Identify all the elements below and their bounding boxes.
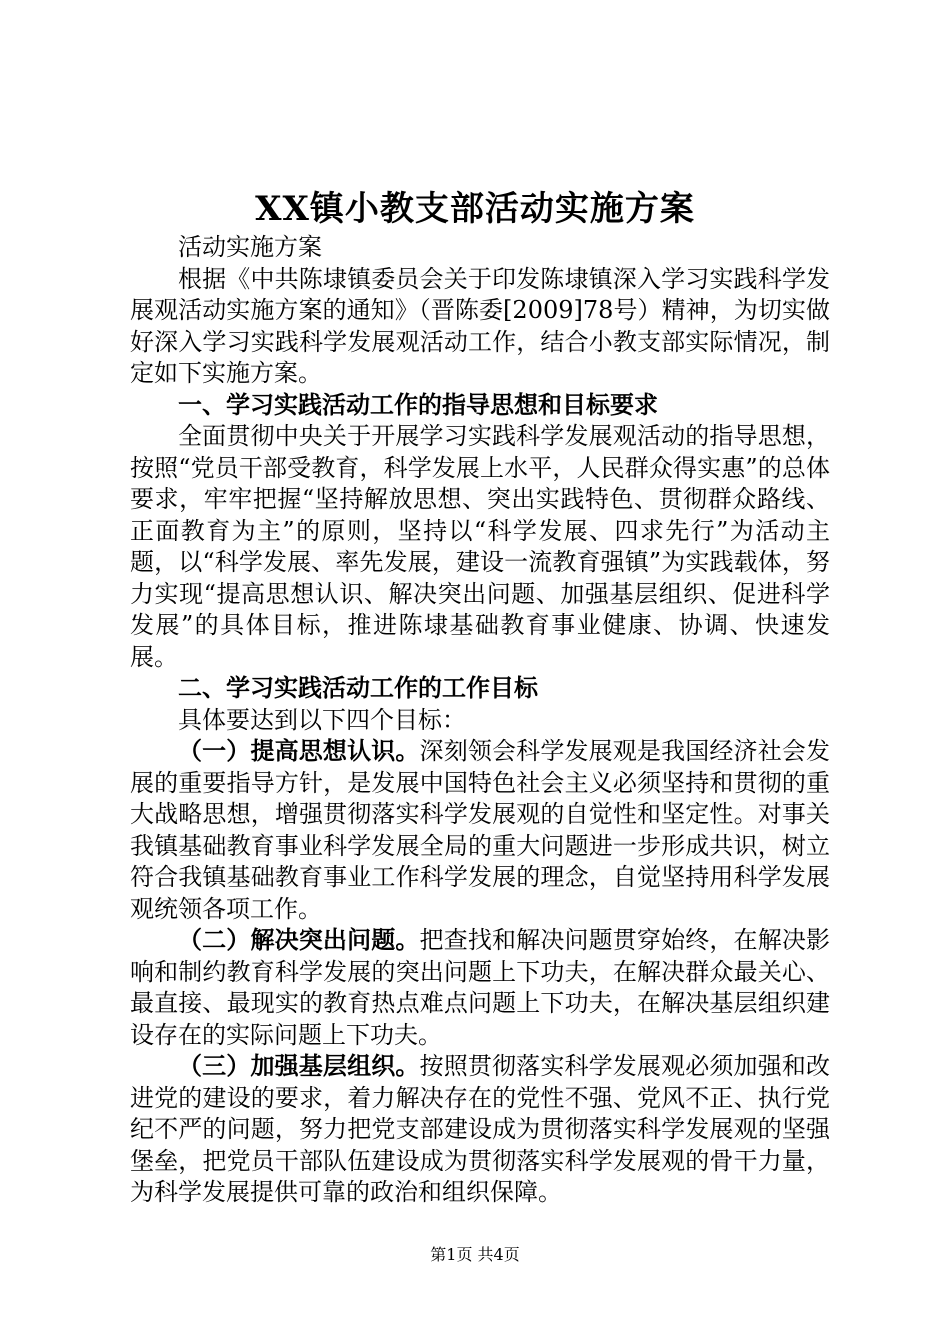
goal-3-text: 按照贯彻落实科学发展观必须加强和改进党的建设的要求，着力解决存在的党性不强、党风不正、执行党纪不严的问题，努力把党支部建设成为贯彻落实科学发展观的坚强堡垒，把党员干部队伍建设成为贯彻落实科学发展观的骨干力量，为科学发展提供可靠的政治和组织保障。 xyxy=(130,1052,831,1206)
paragraph-goal-1 xyxy=(130,736,830,925)
goal-1-text: 深刻领会科学发展观是我国经济社会发展的重要指导方针，是发展中国特色社会主义必须坚持和贯彻的重大战略思想，增强贯彻落实科学发展观的自觉性和坚定性。对事关我镇基础教育事业科学发展全局的重大问题进一步形成共识，树立符合我镇基础教育事业工作科学发展的理念，自觉坚持用科学发展观统领各项工作。 xyxy=(130,737,831,923)
paragraph-goal-3 xyxy=(130,1051,830,1209)
goal-3-lead: （三）加强基层组织。 xyxy=(178,1052,420,1080)
paragraph-subtitle: 活动实施方案 xyxy=(178,233,322,261)
paragraph-guiding-thought: 全面贯彻中央关于开展学习实践科学发展观活动的指导思想，按照“党员干部受教育，科学发展上水平，人民群众得实惠”的总体要求，牢牢把握“坚持解放思想、突出实践特色、贯彻群众路线、正面教育为主”的原则，坚持以“科学发展、四求先行”为活动主题，以“科学发展、率先发展，建设一流教育强镇”为实践载体，努力实现“提高思想认识、解决突出问题、加强基层组织、促进科学发展”的具体目标，推进陈埭基础教育事业健康、协调、快速发展。 xyxy=(130,422,830,671)
goal-1-lead: （一）提高思想认识。 xyxy=(178,737,420,765)
paragraph-goal-2 xyxy=(130,925,830,1051)
paragraph-four-goals: 具体要达到以下四个目标： xyxy=(178,705,466,734)
document-body xyxy=(130,232,830,1209)
goal-2-text: 把查找和解决问题贯穿始终，在解决影响和制约教育科学发展的突出问题上下功夫，在解决群众最关心、最直接、最现实的教育热点难点问题上下功夫，在解决基层组织建设存在的实际问题上下功夫。 xyxy=(130,926,831,1049)
goal-2-lead: （二）解决突出问题。 xyxy=(178,926,420,954)
document-title: XX镇小教支部活动实施方案 xyxy=(255,189,695,229)
paragraph-intro: 根据《中共陈埭镇委员会关于印发陈埭镇深入学习实践科学发展观活动实施方案的通知》（晋陈委[2009]78号）精神，为切实做好深入学习实践科学发展观活动工作，结合小教支部实际情况，制定如下实施方案。 xyxy=(130,264,830,387)
page-footer: 第1页 共4页 xyxy=(430,1245,520,1264)
section-heading-1: 一、学习实践活动工作的指导思想和目标要求 xyxy=(178,390,658,419)
section-heading-2: 二、学习实践活动工作的工作目标 xyxy=(178,674,538,702)
